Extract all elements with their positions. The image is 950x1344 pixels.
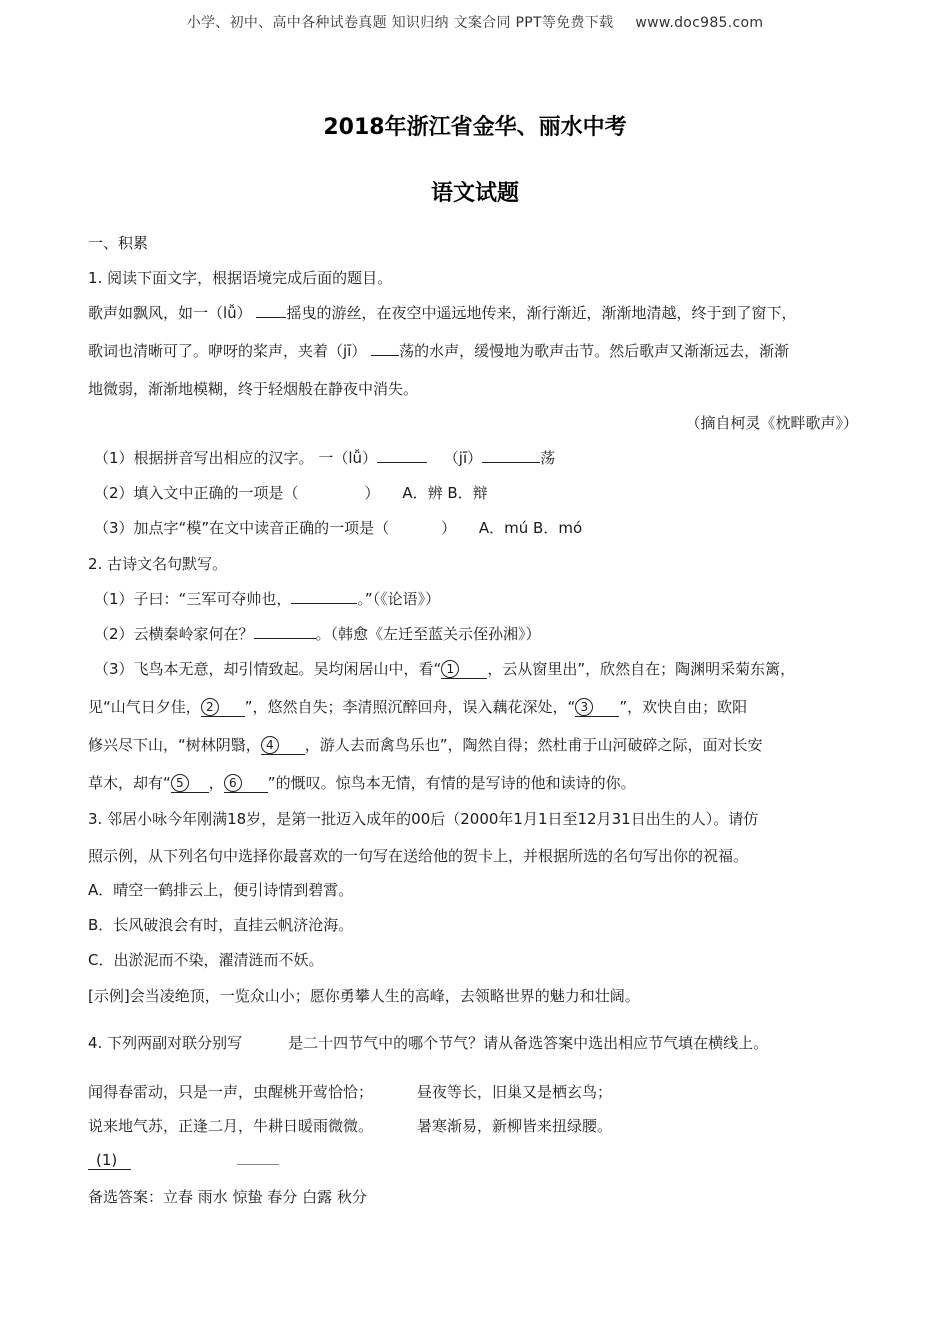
numbered-blank[interactable]: 2 [201, 698, 245, 717]
q1-sub3: （3）加点字“模”在文中读音正确的一项是（ ） A．mú B．mó [94, 519, 583, 537]
q1-stem: 1. 阅读下面文字，根据语境完成后面的题目。 [88, 269, 393, 287]
answer-blank[interactable] [291, 589, 357, 604]
numbered-blank[interactable]: 4 [261, 736, 305, 755]
numbered-blank[interactable]: 1 [441, 660, 487, 679]
numbered-blank[interactable]: 3 [575, 698, 619, 717]
answer-blank-2[interactable] [237, 1150, 279, 1165]
q3-example: [示例]会当凌绝顶，一览众山小；愿你勇攀人生的高峰，去领略世界的魅力和壮阔。 [88, 987, 640, 1005]
blank[interactable] [371, 341, 399, 356]
q3-option-c: C．出淤泥而不染，濯清涟而不妖。 [88, 951, 324, 969]
q2-stem: 2. 古诗文名句默写。 [88, 555, 228, 573]
q3-line2: 照示例，从下列名句中选择你最喜欢的一句写在送给他的贺卡上，并根据所选的名句写出你的祝福。 [88, 847, 749, 865]
doc-title-line2: 语文试题 [430, 181, 519, 206]
answer-blank[interactable] [254, 624, 316, 639]
q4-stem: 4. 下列两副对联分别写 是二十四节气中的哪个节气？请从备选答案中选出相应节气填在横线上。 [88, 1034, 769, 1052]
header-url[interactable]: www.doc985.com [635, 15, 764, 31]
q1-passage-line3: 地微弱，渐渐地模糊，终于轻烟般在静夜中消失。 [88, 380, 419, 398]
q1-sub2: （2）填入文中正确的一项是（ ） A．辨 B．辩 [94, 484, 488, 502]
blank[interactable] [256, 303, 286, 318]
q1-source: （摘自柯灵《枕畔歌声》） [685, 414, 858, 432]
q4-answer-blanks [88, 1150, 279, 1170]
q2-sub3-line1: （3）飞鸟本无意，却引情致起。吴均闲居山中，看“ 1 ，云从窗里出”，欣然自在；陶渊明采菊东篱， [94, 660, 796, 678]
q2-sub1: （1）子曰：“三军可夺帅也， 。”（《论语》） [94, 590, 441, 608]
q1-passage-line2: 歌词也清晰可了。咿呀的桨声，夹着（jī） 荡的水声，缓慢地为歌声击节。然后歌声又渐渐远去，渐渐 [88, 342, 790, 360]
doc-title-line1: 2018年浙江省金华、丽水中考 [323, 115, 627, 140]
q2-sub3-line3: 修兴尽下山，“树林阴翳， 4 ，游人去而禽鸟乐也”，陶然自得；然杜甫于山河破碎之际，面对长安 [88, 736, 763, 754]
q3-option-a: A．晴空一鹤排云上，便引诗情到碧霄。 [88, 881, 354, 899]
q2-sub3-line4: 草木，却有“ 5 ， 6 ”的慨叹。惊鸟本无情，有情的是写诗的他和读诗的你。 [88, 774, 636, 792]
q1-sub1: （1）根据拼音写出相应的汉字。 一（lǚ） （jī） 荡 [94, 449, 556, 467]
section-heading: 一、积累 [88, 234, 149, 252]
page-header [0, 12, 950, 32]
q4-couplet-line2: 说来地气苏，正逢二月，牛耕日暖雨微微。 暑寒渐易，新柳皆来扭绿腰。 [88, 1117, 613, 1135]
answer-blank[interactable] [482, 448, 540, 463]
numbered-blank[interactable]: 6 [224, 774, 268, 793]
q4-answer-options: 备选答案：立春 雨水 惊蛰 春分 白露 秋分 [88, 1188, 367, 1206]
header-text: 小学、初中、高中各种试卷真题 知识归纳 文案合同 PPT等免费下载 [186, 15, 614, 31]
answer-blank[interactable] [377, 448, 427, 463]
q3-line1: 3. 邻居小咏今年刚满18岁，是第一批迈入成年的00后（2000年1月1日至12月31日出生的人）。请仿 [88, 810, 759, 828]
q2-sub3-line2: 见“山气日夕佳， 2 ”，悠然自失；李清照沉醉回舟，误入藕花深处，“ 3 ”，欢快自由；欧阳 [88, 698, 748, 716]
q1-passage-line1: 歌声如飘风，如一（lǚ） 摇曳的游丝，在夜空中遥远地传来，渐行渐近，渐渐地清越，终于到了窗下， [88, 304, 797, 322]
q2-sub2: （2）云横秦岭家何在？ 。（韩愈《左迁至蓝关示侄孙湘》） [94, 625, 541, 643]
q4-couplet-line1: 闻得春雷动，只是一声，虫醒桃开莺恰恰； 昼夜等长，旧巢又是栖玄鸟； [88, 1083, 613, 1101]
numbered-blank[interactable]: 5 [171, 774, 209, 793]
q3-option-b: B．长风破浪会有时，直挂云帆济沧海。 [88, 916, 354, 934]
answer-blank-1[interactable]: (1) [88, 1151, 131, 1170]
